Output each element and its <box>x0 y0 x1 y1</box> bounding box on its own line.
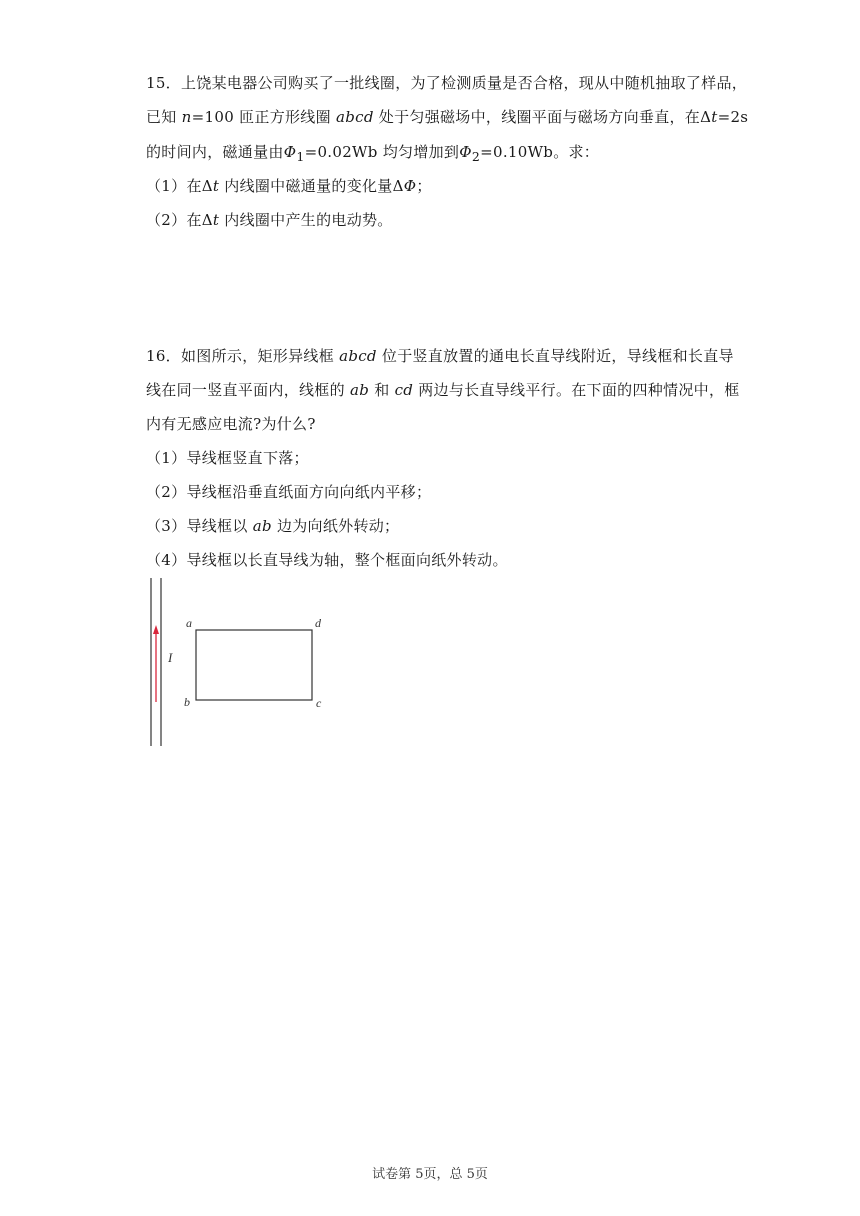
text-run: ； <box>416 177 432 195</box>
label-current-I: I <box>168 650 173 665</box>
current-arrow-head <box>153 625 159 634</box>
q15-number: 15． <box>146 74 181 92</box>
text-run: （1）在Δ <box>146 177 213 195</box>
text-run: （2）在Δ <box>146 211 213 229</box>
q16-line2 <box>146 379 740 400</box>
q16-item2 <box>146 481 431 502</box>
label-a: a <box>186 616 192 630</box>
var-phi1: Φ <box>283 143 297 161</box>
q15-line1 <box>146 72 747 93</box>
text-run: （1）导线框竖直下落； <box>146 449 309 467</box>
text-run: =0.10Wb。求： <box>480 143 600 161</box>
var-t: t <box>711 108 718 126</box>
label-d: d <box>315 616 321 630</box>
text-run: =2s <box>717 108 749 126</box>
var-t: t <box>212 211 220 229</box>
q16-item3 <box>146 515 399 536</box>
text-run: 内线圈中磁通量的变化量Δ <box>219 177 404 195</box>
q15-line3 <box>146 141 599 164</box>
text-run: 的时间内，磁通量由 <box>146 143 284 161</box>
var-abcd: abcd <box>335 108 374 126</box>
q16-item1 <box>146 447 309 468</box>
text-run: （2）导线框沿垂直纸面方向向纸内平移； <box>146 483 432 501</box>
page-footer: 试卷第 5页，总 5页 <box>372 1167 488 1182</box>
text-run: 内有无感应电流?为什么? <box>146 415 316 433</box>
var-t: t <box>212 177 220 195</box>
text-run: =100 匝正方形线圈 <box>191 108 336 126</box>
var-ab: ab <box>252 517 272 535</box>
q15-line2 <box>146 106 748 127</box>
text-run: （3）导线框以 <box>146 517 253 535</box>
text-run: 内线圈中产生的电动势。 <box>219 211 393 229</box>
q16-line1 <box>146 345 734 366</box>
text-run: =0.02Wb 均匀增加到 <box>304 143 460 161</box>
text-run: 如图所示，矩形异线框 <box>181 347 340 365</box>
text-run: 处于匀强磁场中，线圈平面与磁场方向垂直，在Δ <box>373 108 712 126</box>
var-phi2: Φ <box>459 143 472 161</box>
var-cd: cd <box>394 381 414 399</box>
q16-item4 <box>146 549 508 570</box>
q15-part2 <box>146 209 393 230</box>
rectangular-loop <box>196 630 312 700</box>
subscript: 2 <box>471 149 481 164</box>
var-ab: ab <box>349 381 370 399</box>
text-run: （4）导线框以长直导线为轴，整个框面向纸外转动。 <box>146 551 508 569</box>
label-c: c <box>316 696 322 710</box>
wire-loop-diagram <box>140 576 340 748</box>
text-run: 两边与长直导线平行。在下面的四种情况中，框 <box>413 381 740 399</box>
var-phi: Φ <box>403 177 417 195</box>
q16-number: 16． <box>146 347 181 365</box>
q15-text: 上饶某电器公司购买了一批线圈，为了检测质量是否合格，现从中随机抽取了样品， <box>181 74 748 92</box>
text-run: 线在同一竖直平面内，线框的 <box>146 381 350 399</box>
text-run: 和 <box>369 381 395 399</box>
q16-line3 <box>146 413 316 434</box>
var-n: n <box>181 108 192 126</box>
text-run: 已知 <box>146 108 182 126</box>
q15-part1 <box>146 175 432 196</box>
label-b: b <box>184 695 190 709</box>
var-abcd: abcd <box>339 347 377 365</box>
text-run: 位于竖直放置的通电长直导线附近，导线框和长直导 <box>376 347 734 365</box>
subscript: 1 <box>296 149 305 164</box>
text-run: 边为向纸外转动； <box>271 517 400 535</box>
